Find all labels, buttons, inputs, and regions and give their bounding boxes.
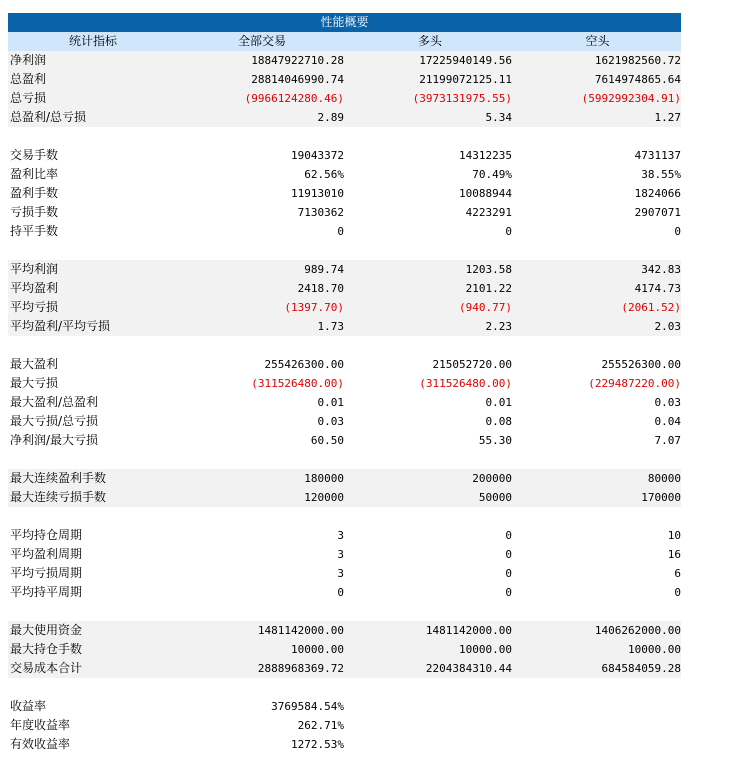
performance-summary-report — [8, 13, 681, 754]
value-short: 38.55% — [641, 168, 681, 181]
table-row-gross-loss — [8, 89, 681, 108]
table-row-profit-loss-ratio — [8, 108, 681, 127]
table-row-effective-return — [8, 735, 681, 754]
value-all: 120000 — [304, 491, 344, 504]
value-all: (311526480.00) — [251, 377, 344, 390]
header-short: 空头 — [585, 34, 610, 48]
value-all: 28814046990.74 — [251, 73, 344, 86]
row-spacer — [8, 336, 681, 355]
value-all: 255426300.00 — [264, 358, 344, 371]
value-all: 2888968369.72 — [257, 662, 344, 675]
value-all: 2.89 — [317, 111, 344, 124]
value-all: 2418.70 — [297, 282, 344, 295]
row-label: 交易手数 — [10, 148, 59, 162]
header-long: 多头 — [417, 34, 442, 48]
value-long: 21199072125.11 — [419, 73, 512, 86]
row-label: 最大亏损/总亏损 — [10, 414, 99, 428]
value-all: 62.56% — [304, 168, 344, 181]
value-short: 0.03 — [654, 396, 681, 409]
value-short: 0 — [674, 586, 681, 599]
row-label: 盈利比率 — [10, 167, 59, 181]
table-row-avg-win-loss-ratio — [8, 317, 681, 336]
table-row-total-trading-cost — [8, 659, 681, 678]
table-row-max-win — [8, 355, 681, 374]
value-long: 2204384310.44 — [425, 662, 512, 675]
value-all: 7130362 — [297, 206, 344, 219]
value-short: (229487220.00) — [588, 377, 681, 390]
value-short: 342.83 — [641, 263, 681, 276]
value-short: 6 — [674, 567, 681, 580]
row-label: 盈利手数 — [10, 186, 59, 200]
table-row-max-capital-used — [8, 621, 681, 640]
value-long: 0.08 — [485, 415, 512, 428]
row-spacer — [8, 450, 681, 469]
value-short: 7614974865.64 — [594, 73, 681, 86]
value-long: 4223291 — [465, 206, 512, 219]
value-all: 180000 — [304, 472, 344, 485]
row-label: 最大盈利/总盈利 — [10, 395, 99, 409]
table-row-gross-profit — [8, 70, 681, 89]
value-all: 262.71% — [297, 719, 344, 732]
row-label: 平均盈利/平均亏损 — [10, 319, 111, 333]
row-label: 平均亏损 — [10, 300, 59, 314]
table-row-avg-win — [8, 279, 681, 298]
row-label: 年度收益率 — [10, 718, 71, 732]
value-short: (5992992304.91) — [581, 92, 681, 105]
value-all: 0 — [337, 225, 344, 238]
value-short: 1406262000.00 — [594, 624, 681, 637]
table-row-max-consecutive-wins — [8, 469, 681, 488]
value-short: 1.27 — [654, 111, 681, 124]
value-long: 0 — [505, 225, 512, 238]
row-label: 平均亏损周期 — [10, 566, 83, 580]
value-long: 5.34 — [485, 111, 512, 124]
table-row-avg-even-period — [8, 583, 681, 602]
table-row-winning-trades — [8, 184, 681, 203]
value-all: 18847922710.28 — [251, 54, 344, 67]
value-all: 3769584.54% — [271, 700, 344, 713]
value-short: 7.07 — [654, 434, 681, 447]
value-short: 80000 — [647, 472, 681, 485]
value-short: 255526300.00 — [601, 358, 681, 371]
value-short: 170000 — [641, 491, 681, 504]
value-long: 0 — [505, 529, 512, 542]
row-spacer — [8, 127, 681, 146]
table-row-avg-profit — [8, 260, 681, 279]
row-label: 持平手数 — [10, 224, 59, 238]
value-long: 0 — [505, 548, 512, 561]
value-long: 50000 — [478, 491, 512, 504]
table-row-avg-loss-period — [8, 564, 681, 583]
row-label: 平均利润 — [10, 262, 59, 276]
table-row-net-to-max-loss — [8, 431, 681, 450]
value-long: 0.01 — [485, 396, 512, 409]
value-short: 684584059.28 — [601, 662, 681, 675]
value-short: 16 — [667, 548, 681, 561]
row-label: 平均持平周期 — [10, 585, 83, 599]
value-long: 10000.00 — [459, 643, 512, 656]
row-label: 有效收益率 — [10, 737, 71, 751]
value-long: 1203.58 — [465, 263, 512, 276]
table-row-max-win-ratio — [8, 393, 681, 412]
row-spacer — [8, 241, 681, 260]
value-short: 2.03 — [654, 320, 681, 333]
row-label: 最大使用资金 — [10, 623, 83, 637]
value-all: (1397.70) — [284, 301, 344, 314]
value-short: 10 — [667, 529, 681, 542]
row-label: 收益率 — [10, 699, 47, 713]
value-all: 989.74 — [304, 263, 344, 276]
row-label: 最大亏损 — [10, 376, 59, 390]
value-short: 4174.73 — [634, 282, 681, 295]
row-label: 最大盈利 — [10, 357, 59, 371]
value-all: 0 — [337, 586, 344, 599]
value-long: (311526480.00) — [419, 377, 512, 390]
value-long: 55.30 — [478, 434, 512, 447]
header-metric: 统计指标 — [68, 34, 117, 48]
value-long: 1481142000.00 — [425, 624, 512, 637]
value-short: (2061.52) — [621, 301, 681, 314]
table-row-annual-return — [8, 716, 681, 735]
table-row-avg-win-period — [8, 545, 681, 564]
row-label: 平均盈利周期 — [10, 547, 83, 561]
row-label: 最大连续盈利手数 — [10, 471, 107, 485]
value-long: 0 — [505, 586, 512, 599]
value-all: 60.50 — [310, 434, 344, 447]
table-row-win-rate — [8, 165, 681, 184]
report-title: 性能概要 — [8, 13, 681, 32]
table-row-max-position — [8, 640, 681, 659]
value-all: 1481142000.00 — [257, 624, 344, 637]
table-row-return-rate — [8, 697, 681, 716]
value-short: 2907071 — [634, 206, 681, 219]
value-all: (9966124280.46) — [244, 92, 344, 105]
table-row-trade-count — [8, 146, 681, 165]
row-label: 净利润/最大亏损 — [10, 433, 99, 447]
value-all: 10000.00 — [291, 643, 344, 656]
value-all: 19043372 — [291, 149, 344, 162]
value-all: 1.73 — [317, 320, 344, 333]
value-all: 0.03 — [317, 415, 344, 428]
row-label: 亏损手数 — [10, 205, 59, 219]
value-long: 10088944 — [459, 187, 512, 200]
row-label: 交易成本合计 — [10, 661, 83, 675]
value-long: 17225940149.56 — [419, 54, 512, 67]
table-header-row — [8, 32, 681, 51]
value-short: 1824066 — [634, 187, 681, 200]
header-all-trades: 全部交易 — [237, 34, 286, 48]
value-long: 70.49% — [472, 168, 512, 181]
row-label: 净利润 — [10, 53, 47, 67]
value-short: 0.04 — [654, 415, 681, 428]
value-all: 3 — [337, 529, 344, 542]
value-long: (940.77) — [459, 301, 512, 314]
row-label: 总盈利/总亏损 — [10, 110, 87, 124]
value-short: 1621982560.72 — [594, 54, 681, 67]
value-long: 2101.22 — [465, 282, 512, 295]
value-long: 0 — [505, 567, 512, 580]
table-row-max-loss-ratio — [8, 412, 681, 431]
table-row-max-loss — [8, 374, 681, 393]
table-row-net-profit — [8, 51, 681, 70]
value-short: 10000.00 — [628, 643, 681, 656]
value-long: 200000 — [472, 472, 512, 485]
value-all: 3 — [337, 567, 344, 580]
value-short: 0 — [674, 225, 681, 238]
row-label: 总盈利 — [10, 72, 47, 86]
table-row-avg-loss — [8, 298, 681, 317]
row-label: 平均持仓周期 — [10, 528, 83, 542]
value-long: 215052720.00 — [432, 358, 512, 371]
row-spacer — [8, 602, 681, 621]
table-row-losing-trades — [8, 203, 681, 222]
value-short: 4731137 — [634, 149, 681, 162]
table-row-even-trades — [8, 222, 681, 241]
value-all: 1272.53% — [291, 738, 344, 751]
value-all: 3 — [337, 548, 344, 561]
row-label: 最大连续亏损手数 — [10, 490, 107, 504]
row-spacer — [8, 507, 681, 526]
row-label: 最大持仓手数 — [10, 642, 83, 656]
table-row-avg-holding-period — [8, 526, 681, 545]
row-spacer — [8, 678, 681, 697]
value-long: (3973131975.55) — [412, 92, 512, 105]
value-all: 0.01 — [317, 396, 344, 409]
value-long: 2.23 — [485, 320, 512, 333]
table-row-max-consecutive-losses — [8, 488, 681, 507]
row-label: 总亏损 — [10, 91, 47, 105]
value-all: 11913010 — [291, 187, 344, 200]
value-long: 14312235 — [459, 149, 512, 162]
row-label: 平均盈利 — [10, 281, 59, 295]
